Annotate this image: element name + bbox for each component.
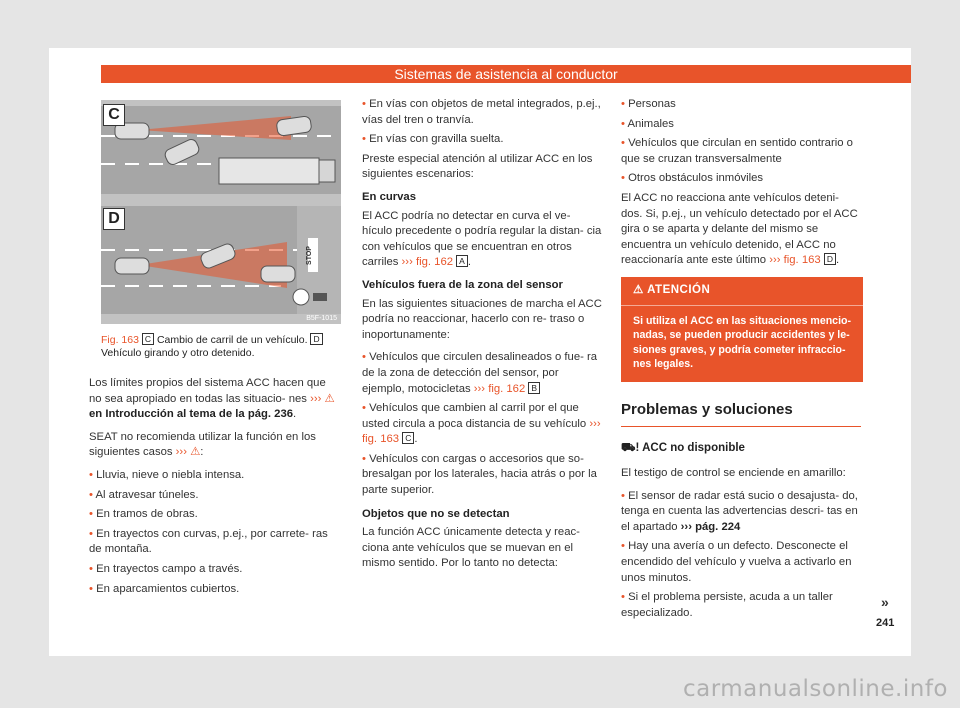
fig-162-link[interactable]: ››› fig. 162: [401, 256, 454, 269]
intro1-arrows: ›››: [310, 392, 322, 405]
subsection-heading: ⛟! ACC no disponible: [621, 441, 745, 454]
detenidos-paragraph: El ACC no reacciona ante vehículos deteni- dos. Si, p.ej., un vehículo detectado por el ACC gira o se aparta y delante del mismo se encuentra un vehículo detenido, el ACC no reaccionaría ante este último ››› fig. 163 D .: [621, 191, 858, 267]
list-item: • Personas: [621, 98, 676, 110]
curvas-paragraph: El ACC podría no detectar en curva el ve- hículo precedente o podría regular la distan- cia con vehículos que se encuentran en otros carriles ››› fig. 162 A .: [362, 209, 602, 269]
page-header: Sistemas de asistencia al conductor: [101, 65, 911, 83]
page-224-link[interactable]: ››› pág. 224: [680, 520, 741, 533]
column-right: [621, 97, 861, 625]
scene-c-label: C: [103, 104, 125, 126]
acc-illustration: [101, 100, 341, 324]
page-number: 241: [876, 617, 895, 629]
caption-text-d: Vehículo girando y otro detenido.: [101, 347, 255, 359]
list-item: • Animales: [621, 117, 674, 130]
acc-warning-lamp-icon: ⛟!: [621, 441, 640, 454]
list-item: • En trayectos campo a través.: [89, 562, 243, 575]
list-item: • Hay una avería o un defecto. Desconecte el encendido del vehículo y vuelva a activarlo en unos minutos.: [621, 540, 852, 584]
caption-figure-ref: Fig. 163: [101, 334, 139, 346]
warning-title: ATENCIÓN: [647, 283, 711, 296]
fuera-heading: Vehículos fuera de la zona del sensor: [362, 278, 563, 291]
column-left: [89, 376, 339, 601]
list-item: • En trayectos con curvas, p.ej., por carrete- ras de montaña.: [89, 527, 328, 556]
curvas-heading: En curvas: [362, 190, 417, 203]
fig-163-link[interactable]: ››› fig. 163: [769, 254, 821, 267]
intro1-link[interactable]: en Introducción al tema de la pág. 236: [89, 408, 294, 421]
fuera-paragraph: En las siguientes situaciones de marcha el ACC podría no reaccionar, hacerlo con re- traso o inoportunamente:: [362, 297, 602, 341]
manual-page: [49, 48, 911, 656]
list-item: • En tramos de obras.: [89, 508, 198, 521]
continue-mark: »: [881, 594, 889, 610]
list-item: • El sensor de radar está sucio o desajusta- do, tenga en cuenta las advertencias descri- tas en el apartado ››› pág. 224: [621, 489, 858, 533]
figure-163: [101, 100, 341, 324]
list-item: • Otros obstáculos inmóviles: [621, 172, 764, 185]
list-item: • En vías con objetos de metal integrados, p.ej., vías del tren o tranvía.: [362, 98, 601, 126]
warning-triangle-icon: ⚠: [324, 392, 335, 405]
warning-header: [621, 277, 863, 306]
list-item: • Al atravesar túneles.: [89, 488, 199, 501]
list-item: • Vehículos que circulen desalineados o fue- ra de la zona de detección del sensor, por ejemplo, motocicletas ››› fig. 162 B: [362, 351, 598, 395]
list-item: • Vehículos que cambien al carril por el que usted circula a poca distancia de su vehículo ››› fig. 163 C .: [362, 402, 601, 446]
intro2-text: SEAT no recomienda utilizar la función en los siguientes casos: [89, 430, 316, 459]
intro2-arrows: ›››: [175, 446, 187, 459]
caption-key-c: C: [142, 333, 154, 345]
figure-code: B5F-1015: [306, 315, 337, 322]
list-item: • En vías con gravilla suelta.: [362, 133, 504, 146]
figure-caption: [101, 333, 341, 360]
objetos-heading: Objetos que no se detectan: [362, 507, 510, 520]
stop-road-text: STOP: [305, 246, 313, 265]
section-title: Problemas y soluciones: [621, 402, 861, 427]
fig-162-link[interactable]: ››› fig. 162: [473, 382, 526, 395]
list-item: • Vehículos con cargas o accesorios que so- bresalgan por los laterales, hacia atrás o por la parte superior.: [362, 452, 597, 497]
list-item: • En aparcamientos cubiertos.: [89, 582, 240, 595]
list-item: • Lluvia, nieve o niebla intensa.: [89, 468, 245, 481]
testigo-paragraph: El testigo de control se enciende en amarillo:: [621, 467, 846, 480]
intro-paragraph-2: SEAT no recomienda utilizar la función en los siguientes casos ››› ⚠:: [89, 430, 316, 459]
scene-d-label: D: [103, 208, 125, 230]
watermark: carmanualsonline.info: [682, 676, 948, 702]
caption-key-d: D: [310, 333, 322, 345]
caption-text-c: Cambio de carril de un vehículo.: [156, 334, 308, 346]
column-middle: [362, 97, 602, 579]
warning-triangle-icon: ⚠: [190, 446, 201, 459]
list-item: • Vehículos que circulan en sentido contrario o que se cruzan transversalmente: [621, 137, 853, 165]
warning-text: Si utiliza el ACC en las situaciones mencio- nadas, se pueden producir accidentes y le- siones graves, y podría cometer infraccio- nes legales.: [633, 314, 852, 371]
list-item: • Si el problema persiste, acuda a un taller especializado.: [621, 591, 833, 619]
warning-box: [621, 277, 863, 382]
warning-triangle-icon: ⚠: [633, 283, 644, 296]
intro-paragraph-1: Los límites propios del sistema ACC hacen que no sea apropiado en todas las situacio- nes ››› ⚠ en Introducción al tema de la pág. 236.: [89, 377, 335, 421]
intro1-text: Los límites propios del sistema ACC hacen que no sea apropiado en todas las situacio- nes: [89, 377, 326, 405]
objetos-paragraph: La función ACC únicamente detecta y reac- ciona ante vehículos que se muevan en el mismo sentido. Por lo tanto no detecta:: [362, 526, 580, 570]
fig-163-link[interactable]: ››› fig. 163: [362, 417, 601, 446]
scenarios-paragraph: Preste especial atención al utilizar ACC en los siguientes escenarios:: [362, 152, 593, 181]
